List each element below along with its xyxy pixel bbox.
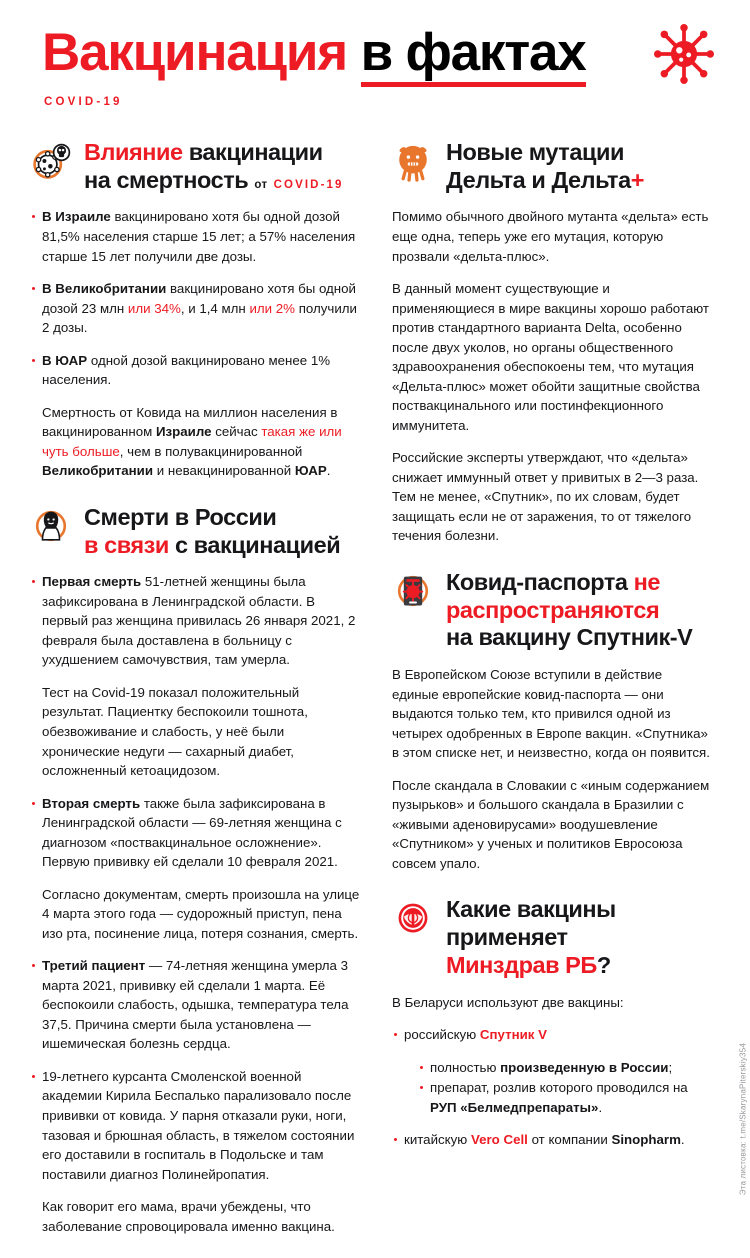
body-text: . bbox=[326, 463, 331, 479]
emphasis-text: В Израиле bbox=[42, 209, 111, 225]
section-body bbox=[392, 207, 710, 546]
section-header bbox=[392, 138, 710, 194]
bullet-item bbox=[30, 1067, 364, 1184]
body-text: от компании bbox=[527, 1132, 612, 1148]
section-title-part-1: Смерти в России bbox=[84, 503, 277, 530]
section-title-part-3: + bbox=[630, 166, 645, 193]
emphasis-text: Великобритании bbox=[42, 463, 154, 479]
side-credit: Эта листовка: t.me/SkarynaPiterskiy354 bbox=[738, 1043, 747, 1196]
highlight-text: Спутник V bbox=[479, 1027, 548, 1043]
emphasis-text: ЮАР bbox=[294, 463, 327, 479]
content-columns bbox=[30, 138, 720, 1258]
sub-list bbox=[392, 1058, 710, 1118]
body-text: Помимо обычного двойного мутанта «дельта» есть еще одна, теперь уже его мутация, которую прозвали «дельта-плюс». bbox=[392, 209, 709, 264]
section-header bbox=[30, 138, 364, 194]
body-text: вакцинировано хотя бы одной дозой 23 млн bbox=[42, 281, 356, 316]
page-title-red: Вакцинация bbox=[42, 23, 348, 82]
section-mortality bbox=[30, 138, 364, 481]
body-text: . bbox=[598, 1099, 603, 1115]
highlight-text: такая же или чуть больше bbox=[42, 424, 342, 459]
section-body bbox=[30, 572, 364, 1236]
bullet-item bbox=[392, 1130, 710, 1150]
section-title-part-4: на вакцину Спутник-V bbox=[446, 624, 693, 651]
section-header bbox=[392, 895, 710, 979]
bullet-item bbox=[30, 279, 364, 338]
paragraph bbox=[392, 665, 710, 763]
body-text: После скандала в Словакии с «иным содержанием пузырьков» и большого скандала в Бразилии с «живыми аденовирусами» воодушевление «Спутником» у ученых и политиков Евросоюза совсем упало. bbox=[392, 777, 710, 871]
body-text: одной дозой вакцинировано менее 1% населения. bbox=[42, 352, 331, 388]
section-title-part-2: в связи bbox=[84, 531, 169, 558]
page-title-black: в фактах bbox=[361, 26, 586, 87]
paragraph bbox=[392, 279, 710, 435]
mourning-woman-icon bbox=[30, 505, 72, 547]
left-column bbox=[30, 138, 364, 1258]
body-text: препарат, розлив которого проводился на bbox=[430, 1080, 688, 1096]
virus-skull-icon bbox=[30, 140, 72, 182]
paragraph bbox=[30, 683, 364, 781]
section-body bbox=[392, 993, 710, 1150]
paragraph bbox=[392, 207, 710, 266]
emphasis-text: В Великобритании bbox=[42, 281, 167, 297]
section-header bbox=[392, 568, 710, 652]
emphasis-text: произведенную в России bbox=[500, 1059, 669, 1075]
section-title bbox=[84, 138, 344, 194]
paragraph bbox=[392, 776, 710, 874]
body-text: Смертность от Ковида на миллион населения в вакцинированном bbox=[42, 404, 338, 440]
section-title-part-1: Ковид-паспорта bbox=[446, 568, 628, 595]
body-text: , чем в полувакцинированной bbox=[119, 443, 303, 459]
emphasis-text: Первая смерть bbox=[42, 574, 142, 590]
bullet-item bbox=[392, 1025, 710, 1045]
section-title-part-4: ? bbox=[596, 951, 611, 978]
section-body bbox=[392, 665, 710, 873]
body-text: Российские эксперты утверждают, что «дельта» снижает иммунный ответ у привитых в 2—3 раза. Тем не менее, «Спутник», по их словам, будет защищать если не от заражения, то от тяжелого течения болезни. bbox=[392, 450, 699, 544]
section-title bbox=[84, 503, 340, 559]
emphasis-text: Sinopharm bbox=[611, 1132, 681, 1148]
section-title-part-3: с вакцинацией bbox=[168, 531, 341, 558]
section-title bbox=[446, 138, 644, 194]
body-text: также была зафиксирована в Ленинградской области — 69-летняя женщина с диагнозом «поствакцинальное осложнение». Первую прививку ей сделали 10 февраля 2021. bbox=[42, 795, 342, 870]
highlight-text: или 34% bbox=[127, 300, 181, 316]
bullet-item bbox=[30, 572, 364, 670]
paragraph bbox=[392, 993, 710, 1013]
section-title-covid: COVID-19 bbox=[273, 178, 344, 191]
highlight-text: Vero Cell bbox=[470, 1132, 528, 1148]
minzdrav-emblem-icon bbox=[392, 897, 434, 939]
bullet-item bbox=[30, 207, 364, 266]
emphasis-text: Вторая смерть bbox=[42, 795, 141, 811]
body-text: вакцинировано хотя бы одной дозой 81,5% населения старше 15 лет; а 57% населения старше 15 лет получили две дозы. bbox=[42, 209, 356, 264]
section-title bbox=[446, 568, 692, 652]
bullet-item bbox=[30, 351, 364, 390]
section-title-part-2: Дельта и Дельта bbox=[446, 166, 631, 193]
section-title-part-2: не bbox=[627, 568, 660, 595]
bullet-item bbox=[30, 956, 364, 1054]
body-text: 51-летней женщины была зафиксирована в Ленинградской области. В первый раз женщина привилась 26 января 2021, 2 февраля была доставлена в больницу с ухудшением самочувствия, там умерла. bbox=[42, 574, 356, 668]
orange-virus-icon bbox=[392, 140, 434, 182]
coronavirus-icon bbox=[654, 24, 714, 84]
section-body bbox=[30, 207, 364, 480]
covid-passport-icon bbox=[392, 570, 434, 612]
section-title-part-1: Влияние bbox=[84, 139, 183, 165]
section-title-part-3: на смертность bbox=[84, 166, 249, 193]
section-title-part-2: применяет bbox=[446, 924, 568, 951]
section-covid-passports bbox=[392, 568, 710, 873]
section-title-part-3: Минздрав РБ bbox=[446, 951, 597, 978]
right-column bbox=[392, 138, 710, 1258]
body-text: . bbox=[680, 1132, 685, 1148]
section-title-part-1: Новые мутации bbox=[446, 139, 624, 165]
section-title bbox=[446, 895, 616, 979]
body-text: В данный момент существующие и применяющиеся в мире вакцины хорошо работают против стандартного варианта Delta, особенно после двух уколов, но органы общественного здравоохранения обеспокоены тем, что мутация «Дельта-плюс» может обойти защитные свойства поствакцинального или постинфекционного иммунитета. bbox=[392, 281, 710, 433]
page-subtitle: COVID-19 bbox=[44, 96, 123, 108]
section-minzdrav-rb bbox=[392, 895, 710, 1149]
emphasis-text: РУП «Белмедпрепараты» bbox=[430, 1099, 599, 1115]
body-text: российскую bbox=[404, 1027, 480, 1043]
body-text: 19-летнего курсанта Смоленской военной академии Кирила Беспалько парализовало после прививки от ковида. У парня отказали руки, ноги, тазовая и брюшная область, в тяжелом состоянии его доставили в госпиталь в Подольске и там поставили диагноз Полинейропатия. bbox=[42, 1068, 355, 1182]
body-text: В Европейском Союзе вступили в действие единые европейские ковид-паспорта — они выдаются только тем, кто привился одной из четырех одобренных в Европе вакцин. «Спутника» в этом списке нет, и неизвестно, когда он появится. bbox=[392, 667, 710, 761]
body-text: сейчас bbox=[211, 424, 262, 440]
body-text: В Беларуси используют две вакцины: bbox=[392, 994, 624, 1010]
paragraph bbox=[30, 885, 364, 944]
paragraph bbox=[30, 1197, 364, 1236]
sub-list-item bbox=[418, 1078, 710, 1117]
page-header bbox=[30, 23, 720, 122]
emphasis-text: В ЮАР bbox=[42, 352, 88, 368]
section-deaths-russia bbox=[30, 503, 364, 1236]
body-text: Как говорит его мама, врачи убеждены, что заболевание спровоцировала именно вакцина. bbox=[42, 1199, 335, 1234]
highlight-text: или 2% bbox=[249, 300, 295, 316]
body-text: Согласно документам, смерть произошла на улице 4 марта этого года — судорожный приступ, пена изо рта, посинение лица, потеря сознания, смерть. bbox=[42, 886, 360, 941]
body-text: Тест на Covid-19 показал положительный результат. Пациентку беспокоили тошнота, обезвоживание и слабость, у неё были хронические недуги — сахарный диабет, осложненный кетоацидозом. bbox=[42, 684, 308, 779]
emphasis-text: Третий пациент bbox=[42, 958, 146, 974]
body-text: полностью bbox=[430, 1059, 501, 1075]
body-text: — 74-летняя женщина умерла 3 марта 2021, прививку ей сделали 1 марта. Её беспокоили слабость, одышка, температура тела 37,5. Причина смерти была установлена — ишемическая болезнь сердца. bbox=[42, 958, 349, 1052]
paragraph bbox=[392, 448, 710, 546]
section-title-part-1: Какие вакцины bbox=[446, 896, 616, 923]
emphasis-text: Израиле bbox=[155, 424, 212, 440]
body-text: , и 1,4 млн bbox=[180, 300, 250, 316]
paragraph bbox=[30, 403, 364, 481]
body-text: получили 2 дозы. bbox=[42, 300, 357, 336]
body-text: и невакцинированной bbox=[153, 463, 295, 479]
section-title-part-3: распространяются bbox=[446, 596, 660, 623]
page-title bbox=[30, 23, 720, 87]
section-mutations bbox=[392, 138, 710, 546]
bullet-item bbox=[30, 794, 364, 872]
body-text: ; bbox=[668, 1059, 673, 1075]
section-header bbox=[30, 503, 364, 559]
section-title-ot: от bbox=[254, 178, 268, 191]
body-text: китайскую bbox=[404, 1132, 471, 1148]
section-title-part-2: вакцинации bbox=[182, 139, 323, 165]
